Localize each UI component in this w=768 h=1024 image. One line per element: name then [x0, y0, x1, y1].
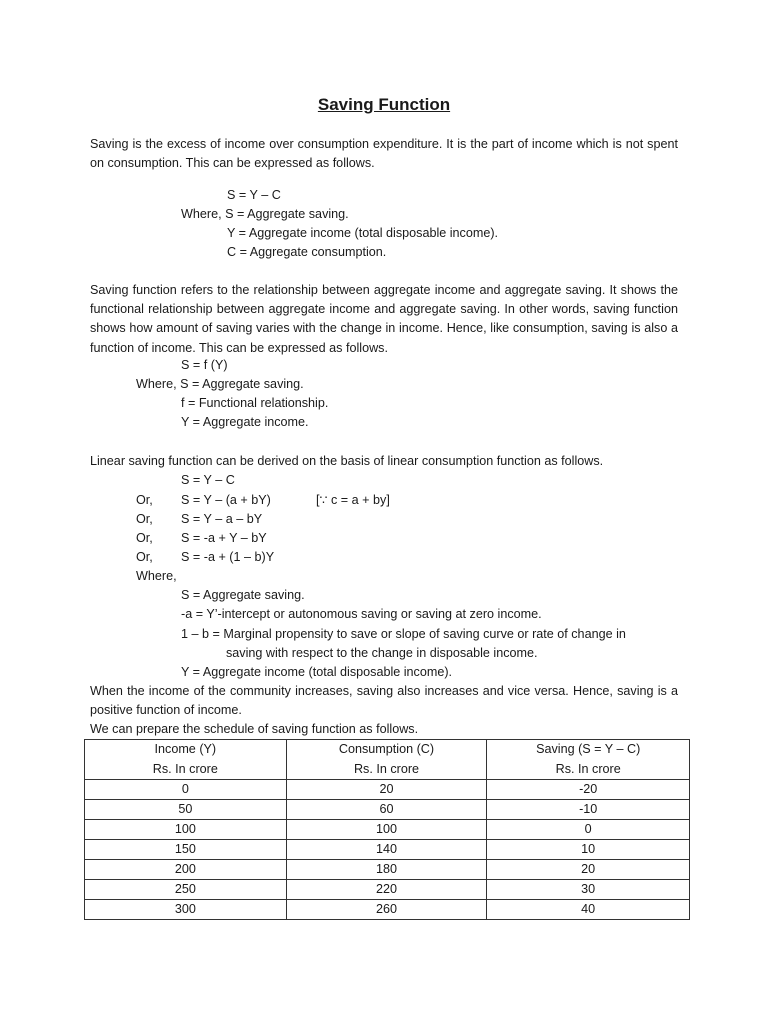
- function-paragraph: Saving function refers to the relationship between aggregate income and aggregate saving. It shows the functional relationship between aggregate income and aggregate saving. In other words, saving function shows how amount of saving varies with the change in income. Hence, like consumption, saving is also a function of income. This can be expressed as follows.: [90, 283, 678, 355]
- table-row: [85, 860, 690, 880]
- cell-saving: -10: [487, 800, 690, 820]
- cell-saving: 30: [487, 880, 690, 900]
- definition-line: Where, S = Aggregate saving.: [181, 207, 349, 221]
- step-prefix: Or,: [136, 550, 153, 564]
- step-prefix: Or,: [136, 512, 153, 526]
- table-header-row: [85, 740, 690, 780]
- cell-income: 250: [85, 880, 287, 900]
- step-note: [∵ c = a + by]: [316, 493, 390, 507]
- step-equation: S = Y – (a + bY): [181, 493, 271, 507]
- cell-consumption: 180: [286, 860, 487, 880]
- header-consumption: Consumption (C) Rs. In crore: [286, 740, 487, 780]
- table-row: [85, 820, 690, 840]
- definition-line: 1 – b = Marginal propensity to save or slope of saving curve or rate of change in: [181, 627, 626, 641]
- definition-line: Y = Aggregate income (total disposable income).: [227, 226, 499, 240]
- definition-line: Y = Aggregate income.: [181, 415, 309, 429]
- table-row: [85, 880, 690, 900]
- table-row: [85, 840, 690, 860]
- cell-saving: 0: [487, 820, 690, 840]
- table-row: [85, 800, 690, 820]
- definition-line: -a = Y’-intercept or autonomous saving or saving at zero income.: [181, 607, 542, 621]
- conclusion-paragraph: When the income of the community increases, saving also increases and vice versa. Hence, saving is a positive function of income.: [90, 684, 678, 718]
- cell-consumption: 100: [286, 820, 487, 840]
- header-income: Income (Y) Rs. In crore: [85, 740, 287, 780]
- cell-income: 50: [85, 800, 287, 820]
- schedule-intro: We can prepare the schedule of saving function as follows.: [90, 722, 419, 736]
- step-prefix: Or,: [136, 493, 153, 507]
- cell-consumption: 20: [286, 780, 487, 800]
- equation-s-f-y: S = f (Y): [181, 358, 228, 372]
- step-equation: S = -a + (1 – b)Y: [181, 550, 275, 564]
- equation-s-y-c: S = Y – C: [227, 188, 281, 202]
- page-title: Saving Function: [317, 95, 451, 114]
- cell-consumption: 220: [286, 880, 487, 900]
- cell-consumption: 60: [286, 800, 487, 820]
- cell-saving: 10: [487, 840, 690, 860]
- definition-line: S = Aggregate saving.: [181, 588, 305, 602]
- definition-line: f = Functional relationship.: [181, 396, 329, 410]
- cell-income: 100: [85, 820, 287, 840]
- cell-saving: 40: [487, 900, 690, 920]
- step-prefix: Or,: [136, 531, 153, 545]
- step-equation: S = Y – a – bY: [181, 512, 263, 526]
- cell-income: 150: [85, 840, 287, 860]
- intro-paragraph: Saving is the excess of income over consumption expenditure. It is the part of income which is not spent on consumption. This can be expressed as follows.: [90, 137, 678, 171]
- header-saving: Saving (S = Y – C) Rs. In crore: [487, 740, 690, 780]
- cell-saving: 20: [487, 860, 690, 880]
- where-label: Where,: [136, 569, 177, 583]
- cell-income: 0: [85, 780, 287, 800]
- equation-line: S = Y – C: [181, 473, 235, 487]
- cell-saving: -20: [487, 780, 690, 800]
- step-equation: S = -a + Y – bY: [181, 531, 267, 545]
- cell-consumption: 140: [286, 840, 487, 860]
- cell-consumption: 260: [286, 900, 487, 920]
- saving-schedule-table: [84, 739, 690, 920]
- linear-intro: Linear saving function can be derived on the basis of linear consumption function as follows.: [90, 454, 604, 468]
- definition-line: Where, S = Aggregate saving.: [136, 377, 304, 391]
- definition-line: C = Aggregate consumption.: [227, 245, 387, 259]
- definition-line: saving with respect to the change in disposable income.: [226, 646, 538, 660]
- cell-income: 300: [85, 900, 287, 920]
- table-row: [85, 900, 690, 920]
- cell-income: 200: [85, 860, 287, 880]
- definition-line: Y = Aggregate income (total disposable income).: [181, 665, 453, 679]
- table-row: [85, 780, 690, 800]
